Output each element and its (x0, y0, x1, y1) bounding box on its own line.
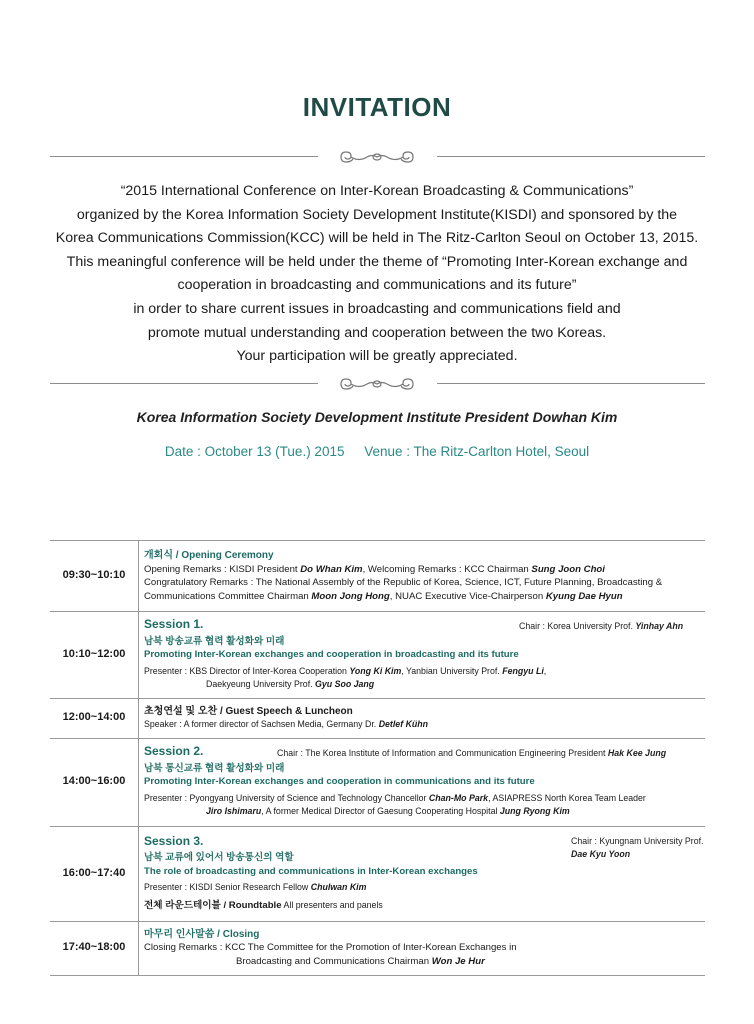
content-cell (139, 826, 706, 921)
scroll-ornament-icon (337, 377, 417, 391)
content-cell (139, 541, 706, 612)
intro-line: Korea Communications Commission(KCC) will be held in The Ritz-Carlton Seoul on October 13, 2015. (55, 230, 699, 247)
event-date: Date : October 13 (Tue.) 2015 (164, 444, 345, 459)
content-cell (139, 738, 706, 826)
time-cell: 12:00~14:00 (50, 698, 139, 738)
table-row (50, 921, 705, 975)
session-label: Session 2. (144, 744, 204, 759)
session-label: Session 1. (144, 617, 204, 631)
intro-line: This meaningful conference will be held under the theme of “Promoting Inter-Korean exchange and (66, 253, 688, 270)
intro-line: “2015 International Conference on Inter-Korean Broadcasting & Communications” (120, 183, 634, 199)
session-title-kr: 남북 교류에 있어서 방송통신의 역할 (144, 852, 294, 864)
item-heading: 마무리 인사말씀 / Closing (144, 928, 260, 940)
item-line: Opening Remarks : KISDI President Do Whan Kim, Welcoming Remarks : KCC Chairman Sung Joon Choi (144, 563, 605, 575)
ornament-divider-bottom (50, 377, 705, 391)
item-heading: 초청연설 및 오찬 / Guest Speech & Luncheon (144, 705, 353, 717)
page-title: INVITATION (302, 92, 452, 122)
item-line: Closing Remarks : KCC The Committee for the Promotion of Inter-Korean Exchanges in (144, 942, 517, 954)
time-cell: 17:40~18:00 (50, 921, 139, 975)
session-chair: Chair : Korea University Prof. Yinhay Ahn (519, 621, 684, 631)
program-table (50, 540, 705, 976)
presenter-line: Daekyeung University Prof. Gyu Soo Jang (206, 679, 375, 689)
president-signature: Korea Information Society Development Institute President Dowhan Kim (136, 409, 618, 425)
item-line: Broadcasting and Communications Chairman Won Je Hur (236, 955, 485, 967)
content-cell (139, 612, 706, 699)
table-row (50, 826, 705, 921)
table-row (50, 738, 705, 826)
session-chair: Chair : Kyungnam University Prof. Dae Kyu Yoon (571, 835, 704, 859)
table-row (50, 698, 705, 738)
session-title-en: Promoting Inter-Korean exchanges and cooperation in broadcasting and its future (144, 649, 519, 660)
time-cell: 09:30~10:10 (50, 541, 139, 612)
intro-line: cooperation in broadcasting and communications and its future” (177, 277, 577, 294)
item-line: Congratulatory Remarks : The National Assembly of the Republic of Korea, Science, ICT, Future Planning, Broadcasting & (144, 577, 663, 588)
intro-line: Your participation will be greatly appreciated. (236, 348, 518, 365)
content-cell (139, 698, 706, 738)
intro-line: in order to share current issues in broadcasting and communications field and (133, 300, 621, 317)
speaker-line: Speaker : A former director of Sachsen Media, Germany Dr. Detlef Kühn (144, 719, 429, 729)
session-label: Session 3. (144, 833, 204, 848)
session-title-en: The role of broadcasting and communications in Inter-Korean exchanges (144, 865, 478, 877)
time-cell: 16:00~17:40 (50, 826, 139, 921)
presenter-line: Presenter : KISDI Senior Research Fellow Chulwan Kim (144, 882, 367, 893)
invitation-body (40, 180, 714, 369)
table-row (50, 612, 705, 699)
content-cell (139, 921, 706, 975)
session-chair: Chair : The Korea Institute of Information and Communication Engineering President Hak Kee Jung (277, 747, 667, 758)
roundtable-line: 전체 라운드테이블 / Roundtable All presenters and panels (144, 899, 383, 911)
intro-line: promote mutual understanding and cooperation between the two Koreas. (147, 324, 607, 341)
session-title-en: Promoting Inter-Korean exchanges and cooperation in communications and its future (144, 776, 535, 788)
ornament-divider-top (50, 150, 705, 164)
presenter-line: Jiro Ishimaru, A former Medical Director of Gaesung Cooperating Hospital Jung Ryong Kim (206, 806, 570, 817)
item-line: Communications Committee Chairman Moon Jong Hong, NUAC Executive Vice-Chairperson Kyung Dae Hyun (144, 590, 623, 602)
intro-line: organized by the Korea Information Society Development Institute(KISDI) and sponsored by the (76, 206, 678, 223)
scroll-ornament-icon (337, 150, 417, 164)
presenter-line: Presenter : KBS Director of Inter-Korea Cooperation Yong Ki Kim, Yanbian University Prof. Fengyu Li, (144, 665, 547, 676)
session-title-kr: 남북 통신교류 협력 활성화와 미래 (144, 762, 285, 774)
event-venue: Venue : The Ritz-Carlton Hotel, Seoul (364, 444, 590, 459)
presenter-line: Presenter : Pyongyang University of Science and Technology Chancellor Chan-Mo Park, ASIAPRESS North Korea Team Leader (144, 792, 646, 803)
table-row (50, 541, 705, 612)
item-heading: 개회식 / Opening Ceremony (144, 550, 274, 561)
date-venue-line (0, 444, 754, 459)
session-title-kr: 남북 방송교류 협력 활성화와 미래 (144, 635, 285, 647)
time-cell: 10:10~12:00 (50, 612, 139, 699)
time-cell: 14:00~16:00 (50, 738, 139, 826)
